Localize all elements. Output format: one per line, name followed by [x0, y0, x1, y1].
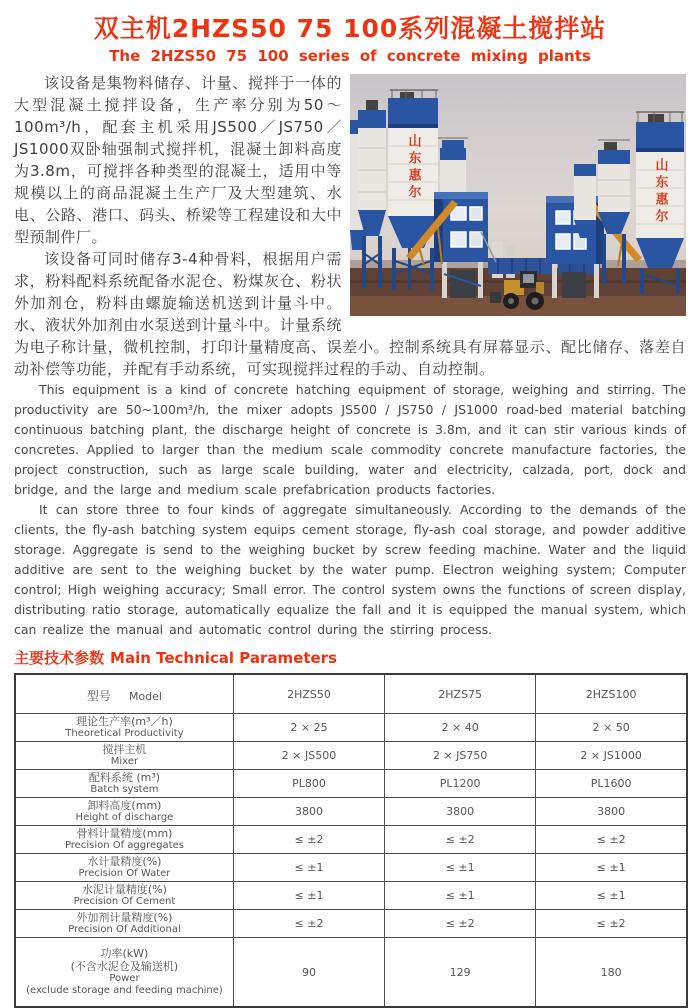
row-label: 骨料计量精度(mm) Precision Of aggregates	[15, 826, 233, 854]
header-model-2: 2HZS75	[385, 674, 536, 714]
row-label: 理论生产率(m³／h) Theoretical Productivity	[15, 714, 233, 742]
chinese-paragraph-1: 该设备是集物料储存、计量、搅拌于一体的大型混凝土搅拌设备，生产率分别为50～100m³/h，配套主机采用JS500／JS750／JS1000双卧轴强制式搅拌机，混凝土卸料高度为3.8m，可搅拌各种类型的混凝土，适用中等规模以上的商品混凝土生产厂及大型建筑、水电、公路、港口、码头、桥梁等工程建设和大中型预制件厂。	[14, 74, 342, 246]
section-title-zh: 主要技术参数	[14, 649, 105, 667]
parameters-table	[14, 673, 688, 1008]
table-row: 水泥计量精度(%) Precision Of Cement ≤ ±1 ≤ ±1 ≤ ±1	[15, 882, 687, 910]
intro-section	[14, 72, 686, 640]
row-label: 搅拌主机 Mixer	[15, 742, 233, 770]
table-row: 理论生产率(m³／h) Theoretical Productivity 2 × 25 2 × 40 2 × 50	[15, 714, 687, 742]
row-label: 功率(kW) (不含水泥仓及输送机) Power (exclude storage and feeding machine)	[15, 938, 233, 1008]
english-paragraph-1: This equipment is a kind of concrete hatching equipment of storage, weighing and stirring. The productivity are 50~100m³/h, the mixer adopts JS500 / JS750 / JS1000 road-bed material batching continuous batching plant, the discharge height of concrete is 3.8m, and it can stir various kinds of concretes. Applied to larger than the medium scale commodity concrete manufacture factories, the project construction, such as large scale building, water and electricity, calzada, port, dock and bridge, and the large and medium scale prefabrication products factories.	[14, 382, 686, 497]
header-model-label: 型号 Model	[15, 674, 233, 714]
table-header-row	[15, 674, 687, 714]
table-row-power: 功率(kW) (不含水泥仓及输送机) Power (exclude storage and feeding machine) 90 129 180	[15, 938, 687, 1008]
row-label: 卸料高度(mm) Height of discharge	[15, 798, 233, 826]
row-label: 水计量精度(%) Precision Of Water	[15, 854, 233, 882]
page-subtitle: The 2HZS50 75 100 series of concrete mixing plants	[109, 47, 591, 65]
section-title-en: Main Technical Parameters	[110, 649, 337, 667]
table-row: 骨料计量精度(mm) Precision Of aggregates ≤ ±2 ≤ ±2 ≤ ±2	[15, 826, 687, 854]
right-silo-brand-text: 山东惠尔	[652, 158, 668, 226]
left-mixing-tower	[434, 192, 488, 298]
english-paragraph-2: It can store three to four kinds of aggregate simultaneously. According to the demands of the clients, the fly-ash batching system equips cement storage, fly-ash coal storage, and powder additive storage. Aggregate is send to the weighing bucket by screw feeding machine. Water and the liquid additive are sent to the weighing bucket by the water pump. Electron weighing system; Computer control; High weighing accuracy; Small error. The control system owns the functions of screen display, distributing ratio storage, automatically equalize the fall and it is equipped the manual system, which can realize the manual and automatic control during the stirring process.	[14, 502, 686, 637]
table-row: 搅拌主机 Mixer 2 × JS500 2 × JS750 2 × JS1000	[15, 742, 687, 770]
row-label: 配料系统 (m³) Batch system	[15, 770, 233, 798]
row-label: 外加剂计量精度(%) Precision Of Additional	[15, 910, 233, 938]
header-model-3: 2HZS100	[536, 674, 687, 714]
plant-photo-illustration	[350, 74, 686, 316]
row-label: 水泥计量精度(%) Precision Of Cement	[15, 882, 233, 910]
header-model-1: 2HZS50	[233, 674, 384, 714]
plant-photo	[350, 74, 686, 316]
table-row: 水计量精度(%) Precision Of Water ≤ ±1 ≤ ±1 ≤ ±1	[15, 854, 687, 882]
section-title	[14, 649, 686, 667]
table-row: 卸料高度(mm) Height of discharge 3800 3800 3800	[15, 798, 687, 826]
page-title: 双主机2HZS50 75 100系列混凝土搅拌站	[93, 14, 607, 43]
left-silo-brand-text: 山东惠尔	[405, 134, 421, 202]
table-row: 配料系统 (m³) Batch system PL800 PL1200 PL1600	[15, 770, 687, 798]
chinese-paragraph-2: 该设备可同时储存3-4种骨料，根据用户需求，粉料配料系统配备水泥仓、粉煤灰仓、粉状外加剂仓，粉料由螺旋输送机送到计量斗中。水、液状外加剂由水泵送到计量斗中。计量系统为电子称计量，微机控制，打印计量精度高、误差小。控制系统具有屏幕显示、配比储存、落差自动补偿等功能，并配有手动系统，可实现搅拌过程的手动、自动控制。	[14, 250, 686, 378]
table-row: 外加剂计量精度(%) Precision Of Additional ≤ ±2 ≤ ±2 ≤ ±2	[15, 910, 687, 938]
